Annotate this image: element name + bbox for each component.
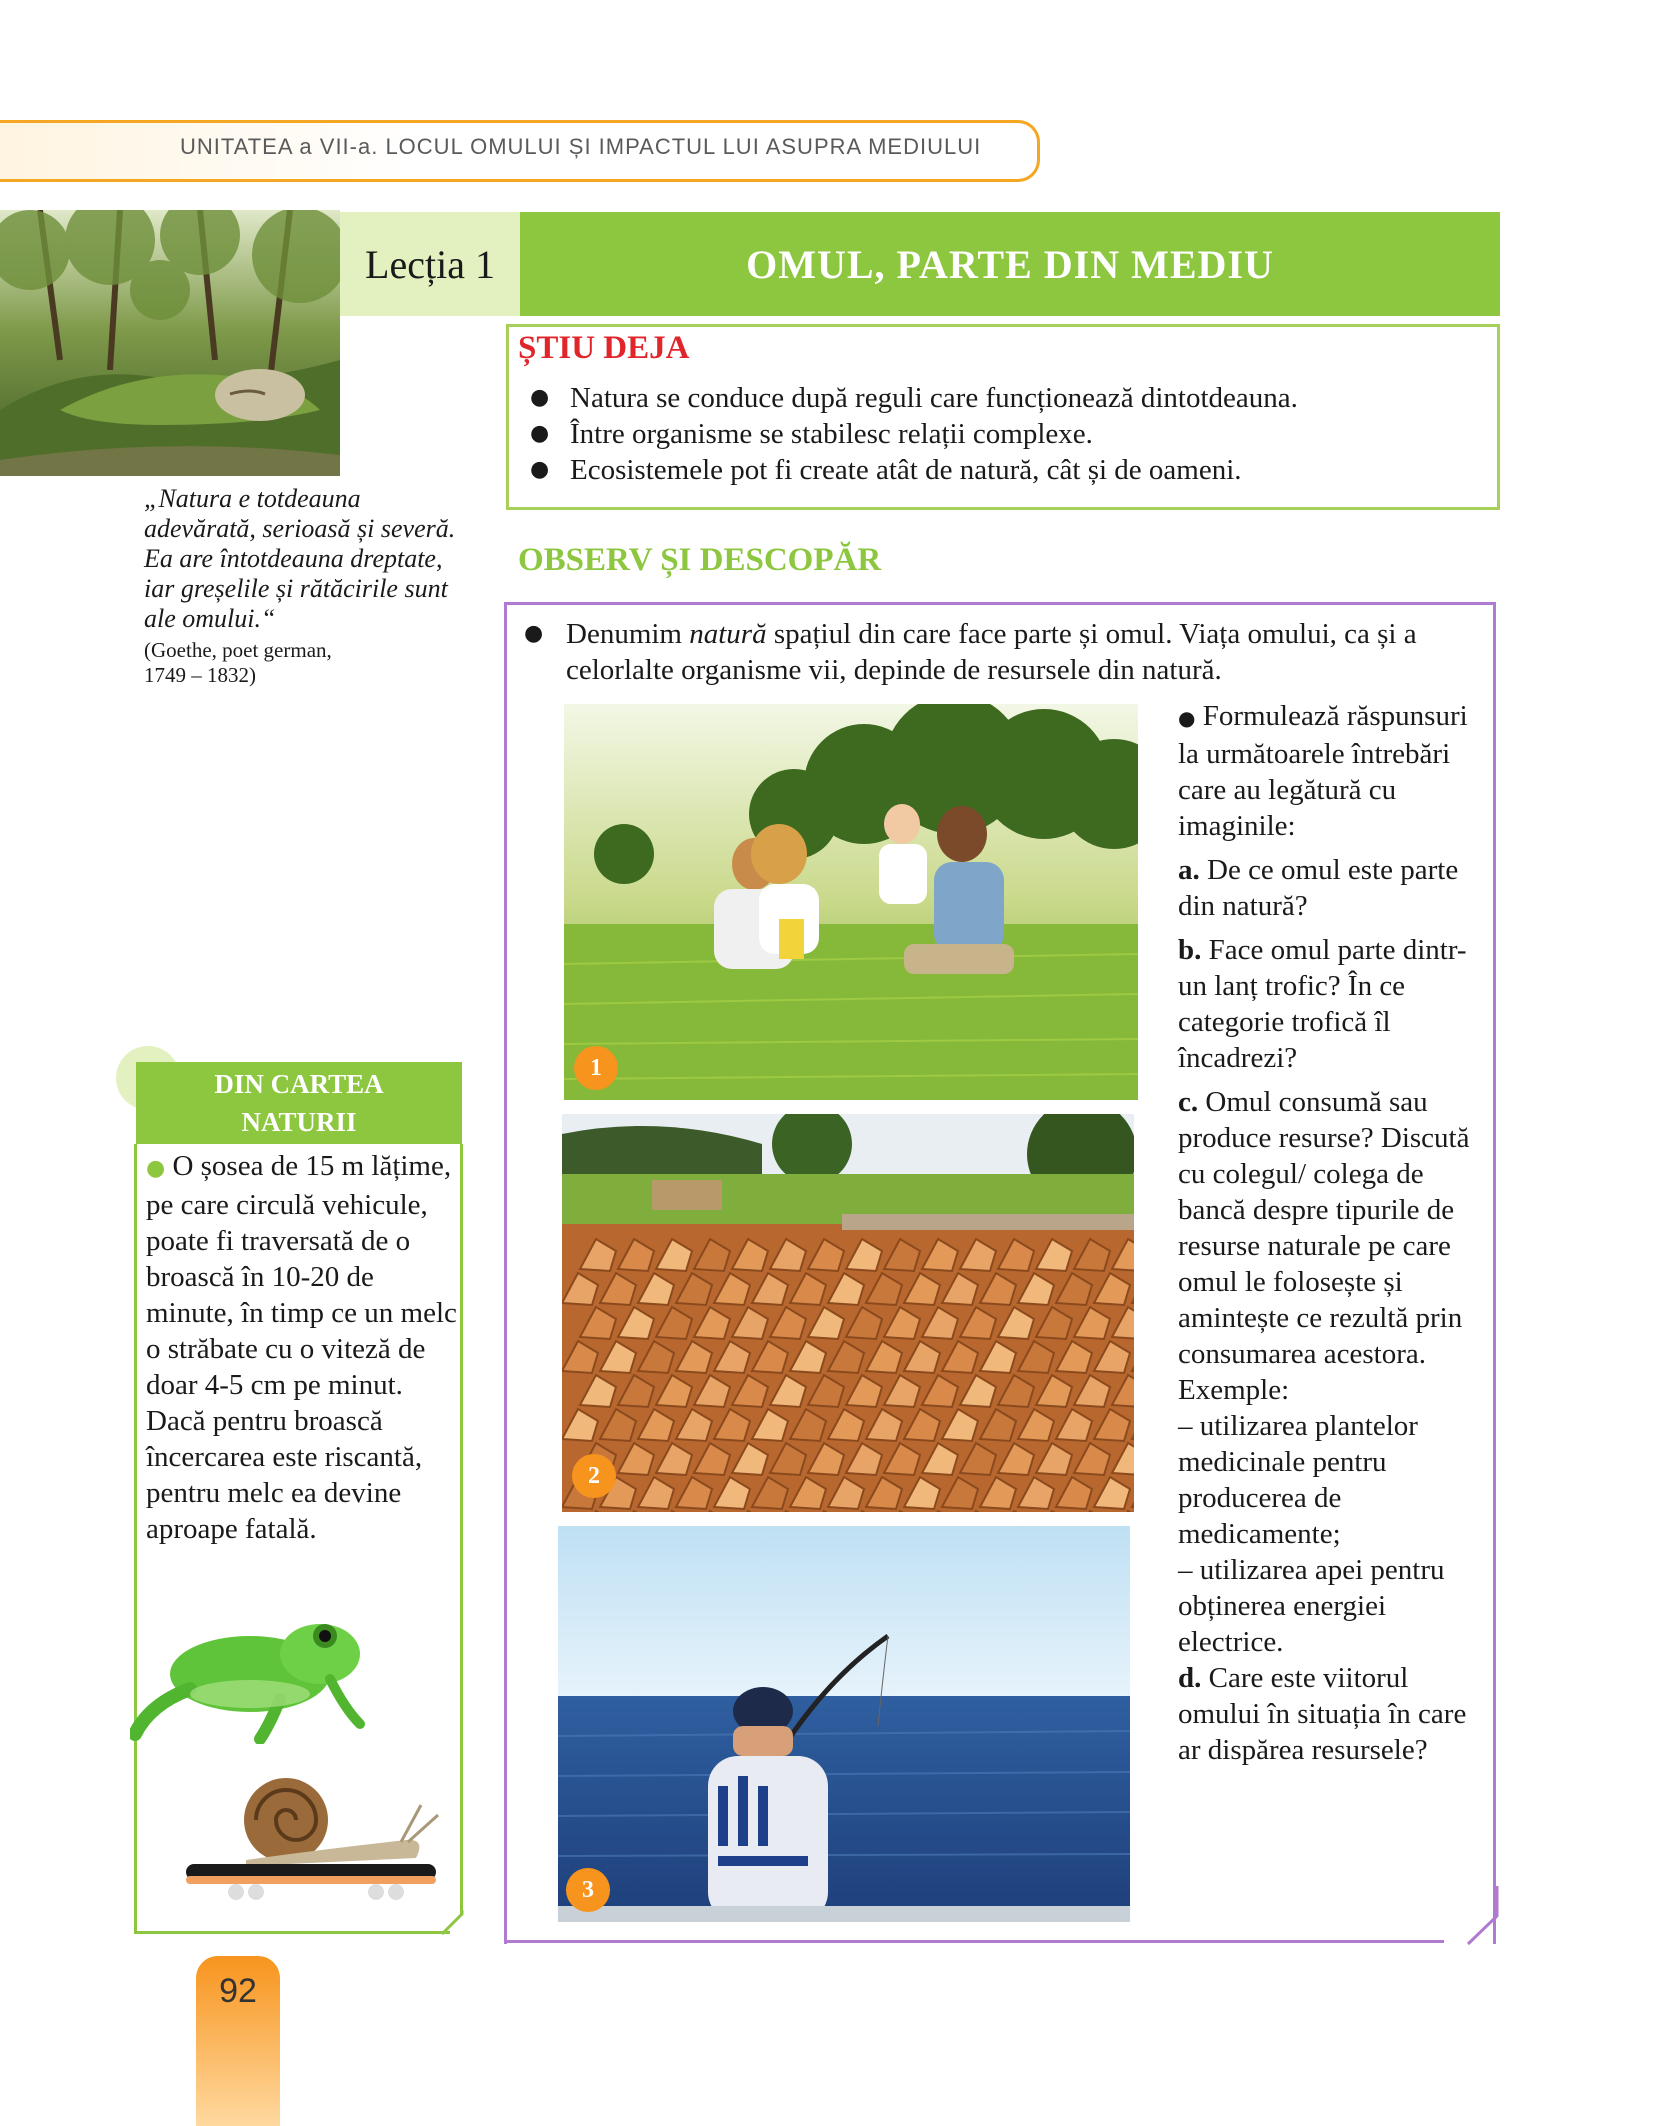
fisherman-photo: [558, 1526, 1130, 1922]
observ-box-corner: [1440, 1886, 1500, 1946]
bullet-icon: ●: [530, 457, 550, 482]
intro-text-part: spațiul din care face parte și omul. Viața omului, ca și a celorlalte organisme vii, depinde de resursele din natură.: [566, 618, 1417, 686]
photo-number-badge: 3: [566, 1868, 610, 1912]
list-item: [518, 416, 1478, 452]
snail-skateboard-image: [176, 1770, 446, 1910]
din-cartea-paragraph: O șosea de 15 m lățime, pe care circulă vehicule, poate fi traversată de o broască în 10-20 de minute, în timp ce un melc o străbate cu o viteză de doar 4-5 cm pe minut. Dacă pentru broască încercarea este riscantă, pentru melc ea devine aproape fatală.: [146, 1150, 457, 1545]
question-text: Face omul parte dintr-un lanț trofic? În ce categorie trofică îl încadrezi?: [1178, 934, 1467, 1074]
question-prompt: [1178, 698, 1478, 844]
goethe-quote: „Natura e totdeauna adevărată, serioasă și severă. Ea are întotdeauna dreptate, iar greșelile și rătăcirile sunt ale omului.“: [144, 484, 456, 633]
frog-image: [130, 1614, 380, 1744]
stiu-deja-heading: ȘTIU DEJA: [518, 330, 690, 366]
bullet-icon: ●: [146, 1156, 166, 1181]
question-label: c.: [1178, 1086, 1199, 1118]
lesson-title-box: [520, 212, 1500, 316]
question-label: d.: [1178, 1662, 1202, 1694]
question-c: [1178, 1084, 1478, 1408]
bullet-icon: ●: [530, 385, 550, 410]
prompt-text: Formulează răspunsuri la următoarele întrebări care au legătură cu imaginile:: [1178, 700, 1468, 842]
question-c-example: – utilizarea plantelor medicinale pentru producerea de medicamente;: [1178, 1410, 1418, 1550]
question-text: Omul consumă sau produce resurse? Discută cu colegul/ colega de bancă despre tipurile de resurse naturale pe care omul le folosește și amintește ce rezultă prin consumarea acestora. Exemple:: [1178, 1086, 1470, 1406]
garden-photo: [0, 210, 340, 476]
list-item: [518, 452, 1478, 488]
question-label: b.: [1178, 934, 1202, 966]
bullet-icon: ●: [1178, 706, 1196, 730]
list-item: [518, 380, 1478, 416]
din-cartea-box-corner: [440, 1910, 464, 1936]
din-cartea-text: [146, 1148, 464, 1547]
observ-intro: [514, 616, 1484, 688]
unit-title: UNITATEA a VII-a. LOCUL OMULUI ȘI IMPACTUL LUI ASUPRA MEDIULUI: [180, 134, 982, 159]
question-a: [1178, 852, 1478, 924]
list-item-text: Între organisme se stabilesc relații complexe.: [570, 418, 1093, 450]
observ-box-bottom: [504, 1940, 1444, 1943]
lesson-title: OMUL, PARTE DIN MEDIU: [746, 241, 1274, 287]
din-cartea-title: NATURII: [241, 1107, 357, 1137]
list-item-text: Ecosistemele pot fi create atât de natură, cât și de oameni.: [570, 454, 1242, 486]
question-label: a.: [1178, 854, 1200, 886]
question-text: De ce omul este parte din natură?: [1178, 854, 1459, 922]
photo-number-badge: 2: [572, 1454, 616, 1498]
intro-text-part: Denumim: [566, 618, 690, 650]
question-c-example: – utilizarea apei pentru obținerea energiei electrice.: [1178, 1554, 1445, 1658]
observ-heading: OBSERV ȘI DESCOPĂR: [518, 542, 882, 578]
quote-source: [144, 638, 464, 688]
din-cartea-header: [136, 1062, 462, 1144]
question-text: Care este viitorul omului în situația în care ar dispărea resursele?: [1178, 1662, 1467, 1766]
question-b: [1178, 932, 1478, 1076]
din-cartea-box-edge: [134, 1931, 450, 1934]
family-photo: [564, 704, 1138, 1100]
quote-source-line: 1749 – 1832): [144, 663, 256, 687]
list-item-text: Natura se conduce după reguli care funcționează dintotdeauna.: [570, 382, 1298, 414]
questions-column: [1178, 698, 1478, 1776]
bullet-icon: ●: [524, 621, 544, 646]
intro-emphasis: natură: [689, 618, 767, 650]
bullet-icon: ●: [530, 421, 550, 446]
question-d: [1178, 1660, 1478, 1768]
stiu-deja-list: [518, 380, 1478, 488]
page-number: 92: [219, 1972, 257, 2010]
din-cartea-title: DIN CARTEA: [214, 1069, 384, 1099]
photo-number-badge: 1: [574, 1046, 618, 1090]
quote-source-line: (Goethe, poet german,: [144, 638, 332, 662]
woodpile-photo: [562, 1114, 1134, 1512]
lesson-label: Lecția 1: [365, 241, 495, 287]
observ-intro-text: [514, 616, 1484, 688]
lesson-label-box: [340, 212, 520, 316]
